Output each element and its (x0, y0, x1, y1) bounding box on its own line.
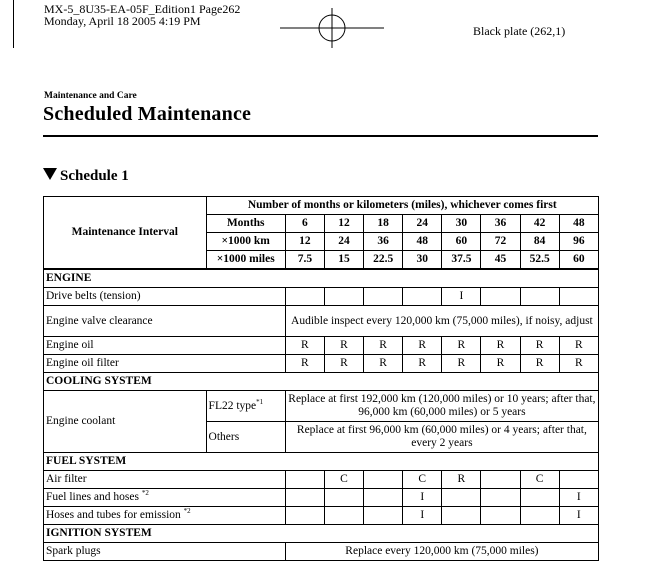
fl22-note: Replace at first 192,000 km (120,000 miles) or 10 years; after that, 96,000 km (60,000 miles) or 5 years (285, 391, 598, 422)
engine-heading: ENGINE (44, 269, 599, 288)
span-header: Number of months or kilometers (miles), whichever comes first (206, 197, 598, 215)
schedule-heading (43, 168, 129, 185)
mark-cell: I (403, 507, 442, 525)
mark-cell: C (324, 471, 363, 489)
mark-cell (364, 489, 403, 507)
others-note: Replace at first 96,000 km (60,000 miles) or 4 years; after that, every 2 years (285, 422, 598, 453)
fuel-lines-label: Fuel lines and hoses (46, 491, 139, 503)
mark-cell: R (324, 355, 363, 373)
mark-cell (520, 288, 559, 306)
mark-cell: R (481, 355, 520, 373)
drive-belts-label: Drive belts (tension) (44, 288, 286, 306)
air-filter-row (44, 471, 599, 489)
triangle-down-icon (43, 168, 57, 180)
fuel-lines-cell (44, 489, 286, 507)
mark-cell (364, 471, 403, 489)
month-cell: 42 (520, 215, 559, 233)
km-cell: 36 (364, 233, 403, 251)
km-cell: 48 (403, 233, 442, 251)
interval-label: Maintenance Interval (44, 197, 207, 270)
mark-cell (559, 471, 598, 489)
spark-plugs-row (44, 543, 599, 561)
fuel-lines-row (44, 489, 599, 507)
valve-clearance-row (44, 306, 599, 337)
left-margin-rule (13, 0, 14, 48)
mark-cell: R (559, 337, 598, 355)
mark-cell: I (403, 489, 442, 507)
mark-cell: R (324, 337, 363, 355)
page-title: Scheduled Maintenance (43, 103, 252, 125)
emission-hoses-row (44, 507, 599, 525)
mark-cell (364, 288, 403, 306)
air-filter-label: Air filter (44, 471, 286, 489)
emission-hoses-cell (44, 507, 286, 525)
mark-cell (442, 489, 481, 507)
mark-cell: I (559, 507, 598, 525)
valve-clearance-label: Engine valve clearance (44, 306, 286, 337)
month-cell: 36 (481, 215, 520, 233)
fuel-heading: FUEL SYSTEM (44, 453, 599, 471)
mark-cell: R (364, 355, 403, 373)
mark-cell (559, 288, 598, 306)
mark-cell (285, 507, 324, 525)
fl22-type-cell (206, 391, 285, 422)
miles-cell: 52.5 (520, 251, 559, 270)
others-label: Others (206, 422, 285, 453)
engine-oil-filter-row (44, 355, 599, 373)
miles-cell: 7.5 (285, 251, 324, 270)
mark-cell (285, 471, 324, 489)
mark-cell (481, 507, 520, 525)
km-cell: 60 (442, 233, 481, 251)
km-cell: 24 (324, 233, 363, 251)
mark-cell: I (442, 288, 481, 306)
mark-cell: R (403, 337, 442, 355)
mark-cell (520, 507, 559, 525)
ignition-heading: IGNITION SYSTEM (44, 525, 599, 543)
miles-cell: 45 (481, 251, 520, 270)
registration-mark-icon (280, 8, 384, 48)
spark-plugs-label: Spark plugs (44, 543, 286, 561)
month-cell: 12 (324, 215, 363, 233)
mark-cell (364, 507, 403, 525)
footnote-mark: *2 (183, 507, 191, 516)
cooling-heading: COOLING SYSTEM (44, 373, 599, 391)
months-label: Months (206, 215, 285, 233)
miles-cell: 15 (324, 251, 363, 270)
mark-cell (403, 288, 442, 306)
mark-cell: R (559, 355, 598, 373)
header-plate: Black plate (262,1) (473, 24, 566, 38)
km-cell: 84 (520, 233, 559, 251)
month-cell: 48 (559, 215, 598, 233)
schedule-title: Schedule 1 (60, 168, 129, 184)
mark-cell: R (364, 337, 403, 355)
fuel-heading-row (44, 453, 599, 471)
km-label: ×1000 km (206, 233, 285, 251)
drive-belts-row (44, 288, 599, 306)
mark-cell: R (520, 355, 559, 373)
mark-cell: R (442, 337, 481, 355)
cooling-heading-row (44, 373, 599, 391)
maintenance-table (43, 196, 599, 561)
km-cell: 72 (481, 233, 520, 251)
mark-cell: R (481, 337, 520, 355)
engine-heading-row (44, 269, 599, 288)
miles-cell: 30 (403, 251, 442, 270)
mark-cell (285, 489, 324, 507)
mark-cell: I (559, 489, 598, 507)
mark-cell: R (442, 355, 481, 373)
miles-cell: 60 (559, 251, 598, 270)
mark-cell: R (285, 355, 324, 373)
fl22-type-label: FL22 type (208, 399, 257, 412)
km-cell: 12 (285, 233, 324, 251)
mark-cell (481, 489, 520, 507)
mark-cell: R (442, 471, 481, 489)
mark-cell: R (520, 337, 559, 355)
mark-cell (481, 288, 520, 306)
ignition-heading-row (44, 525, 599, 543)
span-header-row (44, 197, 599, 215)
footnote-mark: *1 (256, 397, 264, 406)
coolant-fl22-row (44, 391, 599, 422)
engine-oil-filter-label: Engine oil filter (44, 355, 286, 373)
spark-plugs-note: Replace every 120,000 km (75,000 miles) (285, 543, 598, 561)
miles-cell: 37.5 (442, 251, 481, 270)
mark-cell (481, 471, 520, 489)
mark-cell (324, 288, 363, 306)
mark-cell (285, 288, 324, 306)
month-cell: 24 (403, 215, 442, 233)
header-file-info: MX-5_8U35-EA-05F_Edition1 Page262 (44, 2, 241, 16)
mark-cell: C (403, 471, 442, 489)
mark-cell (442, 507, 481, 525)
footnote-mark: *2 (141, 489, 149, 498)
mark-cell (520, 489, 559, 507)
mark-cell (324, 489, 363, 507)
miles-cell: 22.5 (364, 251, 403, 270)
section-label: Maintenance and Care (44, 91, 137, 101)
engine-oil-label: Engine oil (44, 337, 286, 355)
mark-cell: R (285, 337, 324, 355)
emission-hoses-label: Hoses and tubes for emission (46, 509, 181, 521)
mark-cell (324, 507, 363, 525)
valve-clearance-note: Audible inspect every 120,000 km (75,000 miles), if noisy, adjust (285, 306, 598, 337)
mark-cell: C (520, 471, 559, 489)
month-cell: 30 (442, 215, 481, 233)
month-cell: 18 (364, 215, 403, 233)
engine-coolant-label: Engine coolant (44, 391, 207, 453)
header-date-info: Monday, April 18 2005 4:19 PM (44, 14, 201, 28)
month-cell: 6 (285, 215, 324, 233)
title-divider (43, 135, 598, 137)
km-cell: 96 (559, 233, 598, 251)
engine-oil-row (44, 337, 599, 355)
mark-cell: R (403, 355, 442, 373)
miles-label: ×1000 miles (206, 251, 285, 270)
